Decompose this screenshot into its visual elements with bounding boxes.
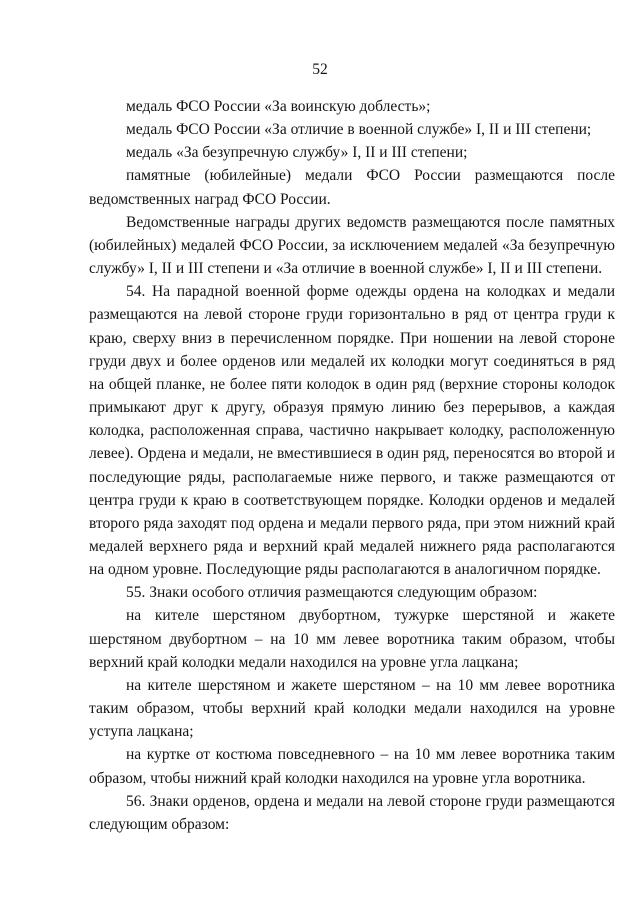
document-body (89, 95, 615, 836)
paragraph: 55. Знаки особого отличия размещаются следующим образом: (126, 584, 538, 602)
paragraph: на кителе шерстяном и жакете шерстяном – на 10 мм левее воротника таким образом, чтобы верхний край колодки медали находился на уровне уступа лацкана; (89, 676, 615, 741)
paragraph: медаль ФСО России «За отличие в военной службе» I, II и III степени; (126, 121, 592, 139)
paragraph: медаль «За безупречную службу» I, II и III степени; (126, 144, 468, 162)
paragraph: 56. Знаки орденов, ордена и медали на левой стороне груди размещаются следующим образом: (89, 792, 615, 833)
paragraph: на куртке от костюма повседневного – на 10 мм левее воротника таким образом, чтобы нижний край колодки находился на уровне угла воротника. (89, 746, 615, 787)
paragraph: медаль ФСО России «За воинскую доблесть»; (126, 98, 431, 115)
paragraph: на кителе шерстяном двубортном, тужурке шерстяной и жакете шерстяном двубортном – на 10 мм левее воротника таким образом, чтобы верхний край колодки медали находился на уровне угла лацкана; (89, 607, 615, 671)
paragraph: Ведомственные награды других ведомств размещаются после памятных (юбилейных) медалей ФСО России, за исключением медалей «За безупречную службу» I, II и III степени и «За отличие в военной службе» I, II и III степени. (89, 213, 615, 278)
paragraph: 54. На парадной военной форме одежды ордена на колодках и медали размещаются на левой стороне груди горизонтально в ряд от центра груди к краю, сверху вниз в перечисленном порядке. При ношении на левой стороне груди двух и более орденов или медалей их колодки могут соединяться в ряд на общей планке, не более пяти колодок в один ряд (верхние стороны колодок примыкают друг к другу, образуя прямую линию без перерывов, а каждая колодка, расположенная справа, частично накрывает колодку, расположенную левее). Ордена и медали, не вместившиеся в один ряд, переносятся во второй и последующие ряды, располагаемые ниже первого, и также размещаются от центра груди к краю в соответствующем порядке. Колодки орденов и медалей второго ряда заходят под ордена и медали первого ряда, при этом нижний край медалей верхнего ряда и верхний край медалей нижнего ряда располагаются на одном уровне. Последующие ряды располагаются в аналогичном порядке. (89, 283, 615, 579)
page-number: 52 (312, 61, 328, 78)
paragraph: памятные (юбилейные) медали ФСО России размещаются после ведомственных наград ФСО России. (89, 167, 615, 208)
